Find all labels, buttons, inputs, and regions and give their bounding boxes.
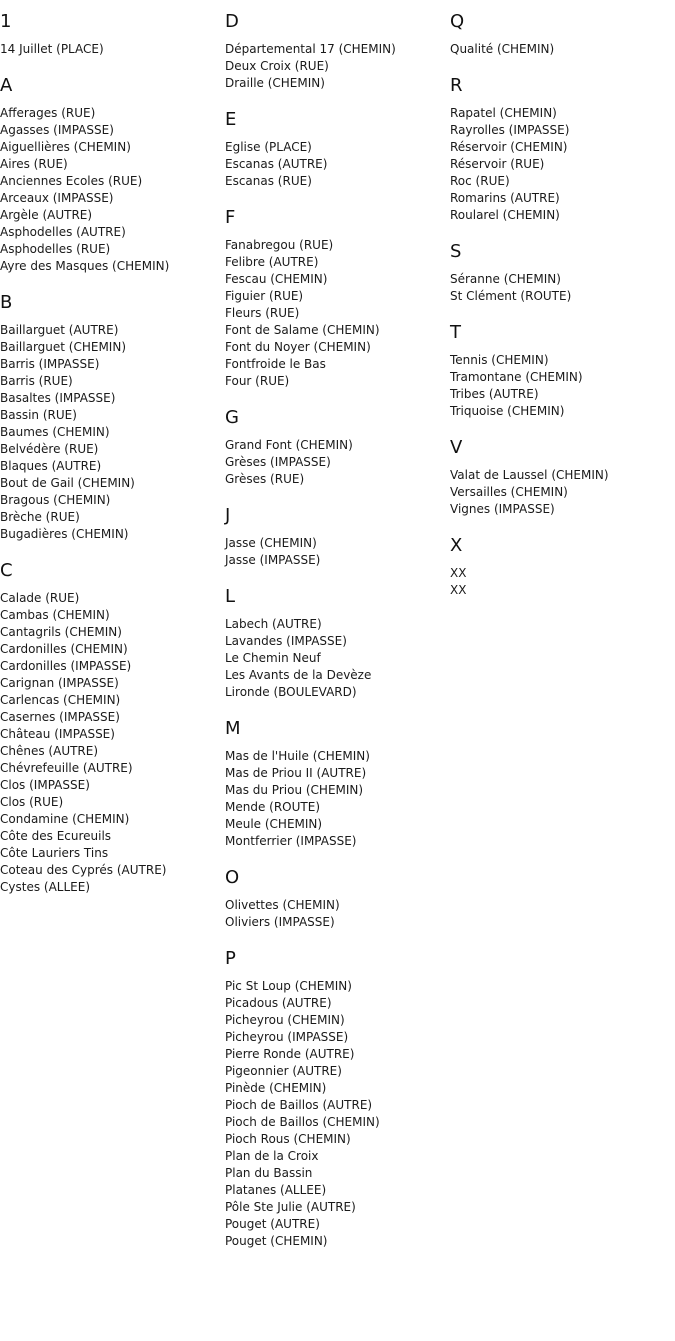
- street-item: Pic St Loup (CHEMIN): [225, 979, 352, 993]
- letter-section: [450, 437, 670, 518]
- street-item: Triquoise (CHEMIN): [450, 404, 565, 418]
- letter-heading: B: [0, 292, 13, 313]
- street-item: Plan de la Croix: [225, 1149, 319, 1163]
- letter-heading: F: [225, 207, 236, 228]
- street-item: Brèche (RUE): [0, 510, 80, 524]
- letter-heading: G: [225, 407, 239, 428]
- letter-heading: X: [450, 535, 463, 556]
- street-item: Pouget (AUTRE): [225, 1217, 320, 1231]
- letter-heading: L: [225, 586, 236, 607]
- street-item: Picheyrou (IMPASSE): [225, 1030, 349, 1044]
- street-item: Montferrier (IMPASSE): [225, 834, 357, 848]
- street-item: St Clément (ROUTE): [450, 289, 572, 303]
- street-item: Bragous (CHEMIN): [0, 493, 111, 507]
- street-item: Carignan (IMPASSE): [0, 676, 119, 690]
- street-item: Lavandes (IMPASSE): [225, 634, 347, 648]
- street-item: Le Chemin Neuf: [225, 651, 321, 665]
- street-item: Mas de l'Huile (CHEMIN): [225, 749, 370, 763]
- street-item: Agasses (IMPASSE): [0, 123, 114, 137]
- street-item: Tramontane (CHEMIN): [450, 370, 583, 384]
- street-item: Pioch Rous (CHEMIN): [225, 1132, 351, 1146]
- letter-section: [0, 75, 220, 275]
- letter-section: [225, 407, 445, 488]
- street-item: Baumes (CHEMIN): [0, 425, 110, 439]
- street-item: Calade (RUE): [0, 591, 80, 605]
- street-item: Versailles (CHEMIN): [450, 485, 568, 499]
- street-item: Belvédère (RUE): [0, 442, 99, 456]
- letter-heading: S: [450, 241, 462, 262]
- street-item: Clos (IMPASSE): [0, 778, 90, 792]
- street-item: Eglise (PLACE): [225, 140, 312, 154]
- street-item: Bout de Gail (CHEMIN): [0, 476, 135, 490]
- street-item: Cardonilles (CHEMIN): [0, 642, 128, 656]
- letter-section: [225, 11, 445, 92]
- street-item: Baillarguet (AUTRE): [0, 323, 119, 337]
- street-item: Barris (RUE): [0, 374, 73, 388]
- street-item: Jasse (IMPASSE): [225, 553, 321, 567]
- street-item: Cardonilles (IMPASSE): [0, 659, 132, 673]
- letter-section: [225, 867, 445, 931]
- letter-section: [450, 535, 670, 599]
- street-item: Casernes (IMPASSE): [0, 710, 120, 724]
- street-item: Condamine (CHEMIN): [0, 812, 130, 826]
- street-list: [450, 352, 670, 420]
- street-item: Chévrefeuille (AUTRE): [0, 761, 133, 775]
- street-list: [225, 616, 445, 701]
- street-list: [225, 139, 445, 190]
- street-index-column-1: [0, 11, 220, 913]
- street-index-column-3: [450, 11, 670, 616]
- street-item: Plan du Bassin: [225, 1166, 313, 1180]
- street-item: Vignes (IMPASSE): [450, 502, 555, 516]
- street-item: Aires (RUE): [0, 157, 68, 171]
- street-item: Réservoir (RUE): [450, 157, 545, 171]
- street-item: Les Avants de la Devèze: [225, 668, 372, 682]
- street-item: Font de Salame (CHEMIN): [225, 323, 380, 337]
- letter-heading: M: [225, 718, 241, 739]
- letter-heading: D: [225, 11, 239, 32]
- letter-heading: Q: [450, 11, 465, 32]
- street-item: Château (IMPASSE): [0, 727, 115, 741]
- street-item: Qualité (CHEMIN): [450, 42, 555, 56]
- street-list: [225, 41, 445, 92]
- street-list: [450, 565, 670, 599]
- street-item: Pôle Ste Julie (AUTRE): [225, 1200, 356, 1214]
- street-list: [450, 41, 670, 58]
- street-item: Arceaux (IMPASSE): [0, 191, 114, 205]
- street-item: Barris (IMPASSE): [0, 357, 100, 371]
- street-item: Four (RUE): [225, 374, 290, 388]
- street-item: Rapatel (CHEMIN): [450, 106, 557, 120]
- letter-section: [450, 11, 670, 58]
- street-item: Côte des Ecureuils: [0, 829, 112, 843]
- letter-section: [450, 322, 670, 420]
- letter-section: [225, 718, 445, 850]
- letter-section: [0, 560, 220, 896]
- street-item: Mas de Priou II (AUTRE): [225, 766, 367, 780]
- letter-heading: R: [450, 75, 463, 96]
- street-item: Labech (AUTRE): [225, 617, 322, 631]
- street-item: Pinède (CHEMIN): [225, 1081, 327, 1095]
- street-item: Mende (ROUTE): [225, 800, 320, 814]
- street-item: Tribes (AUTRE): [450, 387, 539, 401]
- street-item: Départemental 17 (CHEMIN): [225, 42, 396, 56]
- street-item: Ayre des Masques (CHEMIN): [0, 259, 170, 273]
- street-item: Afferages (RUE): [0, 106, 96, 120]
- letter-section: [225, 505, 445, 569]
- street-item: Basaltes (IMPASSE): [0, 391, 116, 405]
- street-item: Bassin (RUE): [0, 408, 77, 422]
- street-item: Escanas (RUE): [225, 174, 312, 188]
- letter-heading: J: [225, 505, 231, 526]
- street-item: Fescau (CHEMIN): [225, 272, 328, 286]
- street-list: [0, 590, 220, 896]
- street-item: Olivettes (CHEMIN): [225, 898, 340, 912]
- street-list: [225, 437, 445, 488]
- street-item: Bugadières (CHEMIN): [0, 527, 129, 541]
- street-item: Clos (RUE): [0, 795, 64, 809]
- street-item: Romarins (AUTRE): [450, 191, 560, 205]
- street-item: Blaques (AUTRE): [0, 459, 102, 473]
- street-item: Valat de Laussel (CHEMIN): [450, 468, 609, 482]
- street-item: Grèses (IMPASSE): [225, 455, 331, 469]
- street-item: Aiguellières (CHEMIN): [0, 140, 131, 154]
- street-item: Platanes (ALLEE): [225, 1183, 327, 1197]
- street-item: Asphodelles (AUTRE): [0, 225, 126, 239]
- street-item: Fanabregou (RUE): [225, 238, 334, 252]
- street-item: Deux Croix (RUE): [225, 59, 329, 73]
- street-item: Picadous (AUTRE): [225, 996, 332, 1010]
- street-list: [225, 897, 445, 931]
- letter-section: [225, 948, 445, 1250]
- street-item: Escanas (AUTRE): [225, 157, 328, 171]
- street-item: Cystes (ALLEE): [0, 880, 90, 894]
- letter-heading: E: [225, 109, 237, 130]
- street-item: Rayrolles (IMPASSE): [450, 123, 570, 137]
- street-list: [450, 271, 670, 305]
- street-item: Pouget (CHEMIN): [225, 1234, 328, 1248]
- street-item: Anciennes Ecoles (RUE): [0, 174, 143, 188]
- street-item: Oliviers (IMPASSE): [225, 915, 335, 929]
- street-item: Roularel (CHEMIN): [450, 208, 560, 222]
- street-list: [450, 105, 670, 224]
- street-item: Picheyrou (CHEMIN): [225, 1013, 345, 1027]
- letter-section: [0, 292, 220, 543]
- letter-section: [225, 207, 445, 390]
- street-index-column-2: [225, 11, 445, 1267]
- letter-section: [225, 109, 445, 190]
- street-item: Jasse (CHEMIN): [225, 536, 317, 550]
- street-item: Meule (CHEMIN): [225, 817, 323, 831]
- street-item: XX: [450, 566, 467, 580]
- letter-heading: 1: [0, 11, 12, 32]
- street-list: [225, 237, 445, 390]
- letter-section: [0, 11, 220, 58]
- letter-section: [225, 586, 445, 701]
- street-item: Asphodelles (RUE): [0, 242, 111, 256]
- street-list: [0, 41, 220, 58]
- letter-section: [450, 75, 670, 224]
- street-item: Pioch de Baillos (AUTRE): [225, 1098, 373, 1112]
- letter-heading: P: [225, 948, 236, 969]
- street-item: Roc (RUE): [450, 174, 510, 188]
- street-list: [225, 978, 445, 1250]
- street-item: Cantagrils (CHEMIN): [0, 625, 122, 639]
- street-list: [225, 535, 445, 569]
- street-item: Font du Noyer (CHEMIN): [225, 340, 371, 354]
- street-item: Felibre (AUTRE): [225, 255, 319, 269]
- letter-section: [450, 241, 670, 305]
- street-list: [450, 467, 670, 518]
- street-item: Coteau des Cyprés (AUTRE): [0, 863, 167, 877]
- street-item: Pierre Ronde (AUTRE): [225, 1047, 355, 1061]
- street-item: Lironde (BOULEVARD): [225, 685, 357, 699]
- letter-heading: C: [0, 560, 13, 581]
- street-item: Cambas (CHEMIN): [0, 608, 110, 622]
- street-item: Chênes (AUTRE): [0, 744, 99, 758]
- street-item: Pigeonnier (AUTRE): [225, 1064, 342, 1078]
- street-item: Côte Lauriers Tins: [0, 846, 109, 860]
- street-item: Baillarguet (CHEMIN): [0, 340, 127, 354]
- street-item: Figuier (RUE): [225, 289, 304, 303]
- street-item: Grèses (RUE): [225, 472, 305, 486]
- street-item: Séranne (CHEMIN): [450, 272, 561, 286]
- street-item: Draille (CHEMIN): [225, 76, 325, 90]
- street-item: Carlencas (CHEMIN): [0, 693, 121, 707]
- letter-heading: O: [225, 867, 240, 888]
- street-list: [225, 748, 445, 850]
- street-list: [0, 105, 220, 275]
- street-item: Mas du Priou (CHEMIN): [225, 783, 364, 797]
- street-item: Fleurs (RUE): [225, 306, 300, 320]
- street-item: 14 Juillet (PLACE): [0, 42, 104, 56]
- street-item: Grand Font (CHEMIN): [225, 438, 353, 452]
- street-item: XX: [450, 583, 467, 597]
- letter-heading: T: [450, 322, 461, 343]
- street-item: Fontfroide le Bas: [225, 357, 326, 371]
- street-item: Réservoir (CHEMIN): [450, 140, 568, 154]
- street-item: Pioch de Baillos (CHEMIN): [225, 1115, 380, 1129]
- street-list: [0, 322, 220, 543]
- letter-heading: A: [0, 75, 13, 96]
- letter-heading: V: [450, 437, 463, 458]
- street-item: Tennis (CHEMIN): [450, 353, 549, 367]
- street-item: Argèle (AUTRE): [0, 208, 93, 222]
